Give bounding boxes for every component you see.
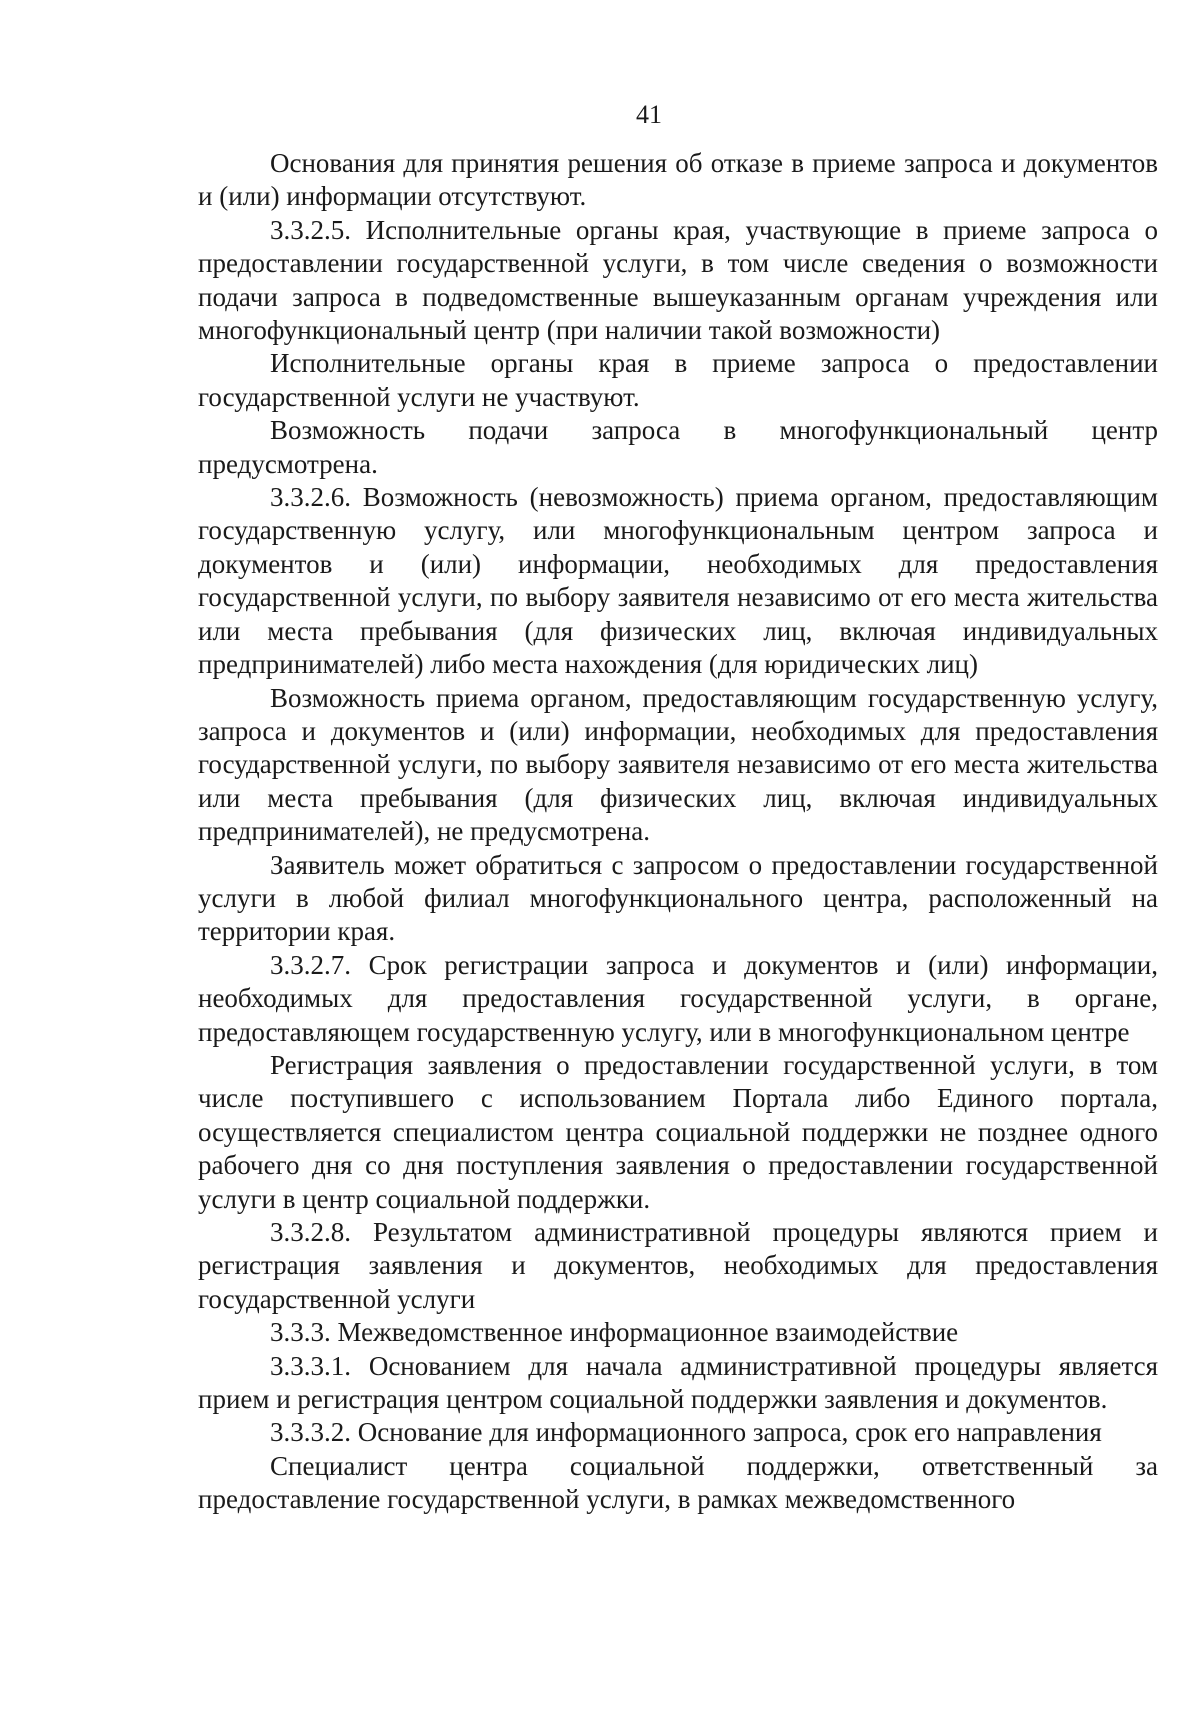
paragraph-3-3-3: 3.3.3. Межведомственное информационное взаимодействие	[270, 1317, 959, 1348]
paragraph-applicant-branch: Заявитель может обратиться с запросом о предоставлении государственной услуги в любой филиал многофункционального центра, расположенный на территории края.	[198, 849, 1158, 947]
paragraph-3-3-2-5: 3.3.2.5. Исполнительные органы края, участвующие в приеме запроса о предоставлении государственной услуги, в том числе сведения о возможности подачи запроса в подведомственные вышеуказанным органам учреждения или многофункциональный центр (при наличии такой возможности)	[198, 214, 1158, 346]
paragraph-executive-bodies: Исполнительные органы края в приеме запроса о предоставлении государственной услуги не участвуют.	[198, 348, 1158, 412]
paragraph-registration: Регистрация заявления о предоставлении государственной услуги, в том числе поступившего с использованием Портала либо Единого портала, осуществляется специалистом центра социальной поддержки не позднее одного рабочего дня со дня поступления заявления о предоставлении государственной услуги в центр социальной поддержки.	[198, 1049, 1158, 1214]
paragraph-specialist: Специалист центра социальной поддержки, ответственный за предоставление государственной услуги, в рамках межведомственного	[198, 1450, 1158, 1515]
page-number: 41	[636, 100, 662, 129]
paragraph-3-3-3-2: 3.3.3.2. Основание для информационного запроса, срок его направления	[270, 1417, 1102, 1448]
paragraph-3-3-3-1: 3.3.3.1. Основанием для начала административной процедуры является прием и регистрация центром социальной поддержки заявления и документов.	[198, 1350, 1158, 1415]
document-body	[198, 147, 1158, 1517]
paragraph-3-3-2-7: 3.3.2.7. Срок регистрации запроса и документов и (или) информации, необходимых для предоставления государственной услуги, в органе, предоставляющем государственную услугу, или в многофункциональном центре	[198, 949, 1158, 1047]
paragraph-mfc-submission: Возможность подачи запроса в многофункциональный центр предусмотрена.	[198, 415, 1158, 479]
paragraph-3-3-2-6: 3.3.2.6. Возможность (невозможность) приема органом, предоставляющим государственную услугу, или многофункциональным центром запроса и документов и (или) информации, необходимых для предоставления государственной услуги, по выбору заявителя независимо от его места жительства или места пребывания (для физических лиц, включая индивидуальных предпринимателей) либо места нахождения (для юридических лиц)	[198, 482, 1158, 680]
paragraph-refusal-grounds: Основания для принятия решения об отказе в приеме запроса и документов и (или) информации отсутствуют.	[198, 148, 1158, 212]
paragraph-reception-possibility: Возможность приема органом, предоставляющим государственную услугу, запроса и документов и (или) информации, необходимых для предоставления государственной услуги, по выбору заявителя независимо от его места жительства или места пребывания (для физических лиц, включая индивидуальных предпринимателей), не предусмотрена.	[198, 682, 1158, 847]
paragraph-3-3-2-8: 3.3.2.8. Результатом административной процедуры являются прием и регистрация заявления и документов, необходимых для предоставления государственной услуги	[198, 1217, 1158, 1314]
